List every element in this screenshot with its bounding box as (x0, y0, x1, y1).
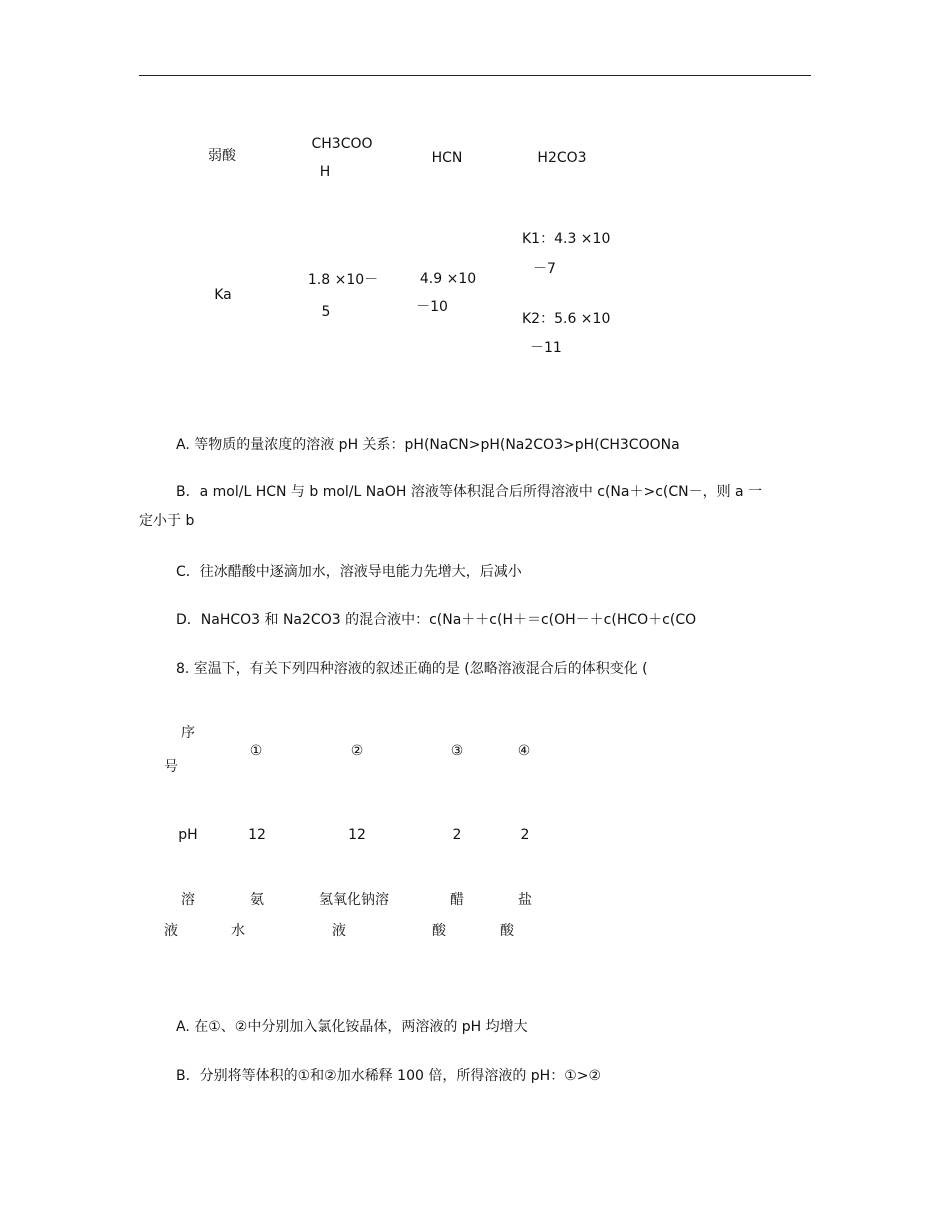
acid-name-h2co3: H2CO3 (537, 150, 587, 166)
serial-1: ① (249, 743, 263, 759)
ka-ch3cooh-line1: 1.8 ×10－ (307, 272, 379, 288)
serial-label-line1: 序 (181, 725, 195, 741)
solution-3-line1: 醋 (450, 892, 464, 908)
acid-name-hcn: HCN (431, 150, 463, 166)
serial-3: ③ (450, 743, 464, 759)
serial-label-line2: 号 (164, 759, 178, 775)
ka-ch3cooh-line2: 5 (321, 304, 331, 320)
q8-stem: 8. 室温下，有关下列四种溶液的叙述正确的是 (忽略溶液混合后的体积变化 ( (176, 661, 648, 677)
ka-h2co3-k1-line1: K1：4.3 ×10 (522, 231, 611, 247)
ka-h2co3-k1-line2: －7 (533, 261, 556, 277)
solution-row-label-line1: 溶 (181, 892, 195, 908)
ph-value-4: 2 (520, 827, 530, 843)
solution-2-line1: 氢氧化钠溶 (319, 892, 389, 908)
q7-option-b-line2: 定小于 b (139, 513, 195, 529)
ka-h2co3-k2-line1: K2：5.6 ×10 (522, 311, 611, 327)
solution-4-line1: 盐 (518, 892, 532, 908)
header-rule (139, 75, 811, 76)
ka-h2co3-k2-line2: －11 (530, 340, 562, 356)
acid-name-ch3cooh-line1: CH3COO (311, 136, 373, 152)
acid-table-header-label: 弱酸 (208, 148, 236, 164)
solution-1-line2: 水 (231, 923, 245, 939)
ka-hcn-line1: 4.9 ×10 (419, 271, 477, 287)
q8-option-b: B．分别将等体积的①和②加水稀释 100 倍，所得溶液的 pH：①>② (176, 1068, 602, 1084)
q7-option-a: A. 等物质的量浓度的溶液 pH 关系：pH(NaCN>pH(Na2CO3>pH(CH3COONa (176, 437, 680, 453)
solution-row-label-line2: 液 (164, 923, 178, 939)
q8-option-a: A. 在①、②中分别加入氯化铵晶体，两溶液的 pH 均增大 (176, 1019, 528, 1035)
ph-row-label: pH (178, 827, 198, 843)
serial-2: ② (350, 743, 364, 759)
solution-3-line2: 酸 (432, 923, 446, 939)
acid-name-ch3cooh-line2: H (319, 164, 331, 180)
solution-4-line2: 酸 (500, 923, 514, 939)
q7-option-d: D．NaHCO3 和 Na2CO3 的混合液中：c(Na＋＋c(H＋＝c(OH－＋c(HCO＋c(CO (176, 612, 697, 628)
solution-1-line1: 氨 (250, 892, 264, 908)
q7-option-b-line1: B．a mol/L HCN 与 b mol/L NaOH 溶液等体积混合后所得溶液中 c(Na＋>c(CN－，则 a 一 (176, 484, 763, 500)
serial-4: ④ (517, 743, 531, 759)
ph-value-1: 12 (248, 827, 266, 843)
ph-value-3: 2 (452, 827, 462, 843)
ka-hcn-line2: －10 (416, 299, 448, 315)
q7-option-c: C．往冰醋酸中逐滴加水，溶液导电能力先增大，后减小 (176, 564, 522, 580)
ka-row-label: Ka (214, 287, 232, 303)
solution-2-line2: 液 (332, 923, 346, 939)
ph-value-2: 12 (348, 827, 366, 843)
